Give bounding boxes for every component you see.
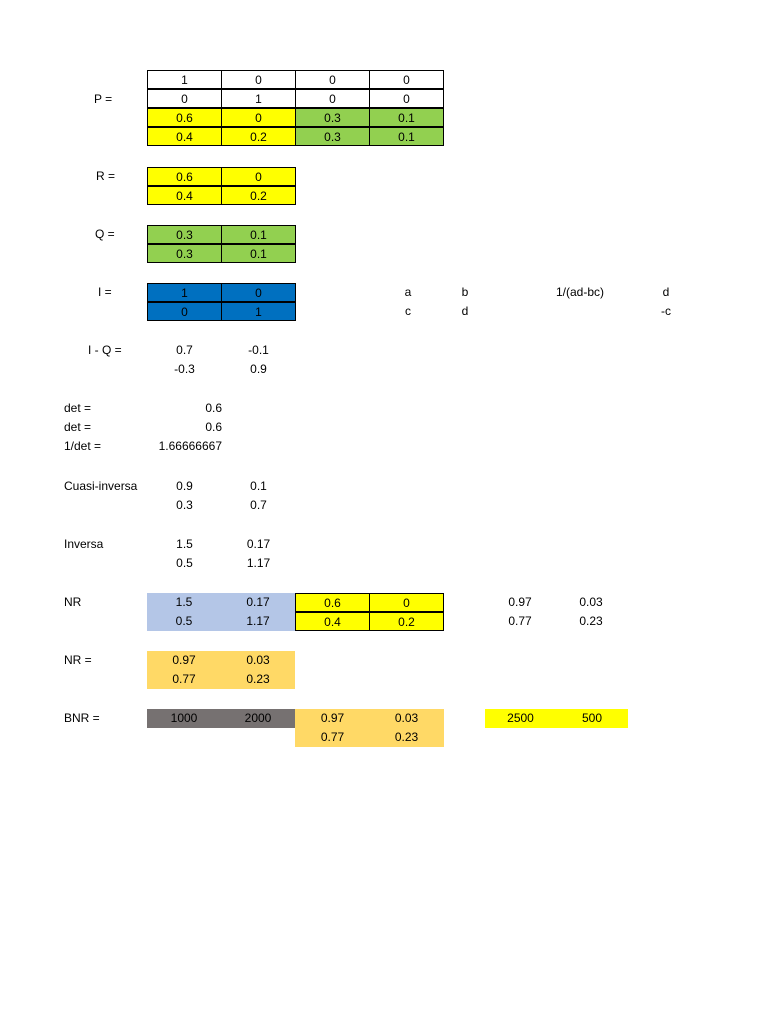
- p-cell[interactable]: 0.3: [295, 108, 370, 127]
- label-inv-det: 1/det =: [64, 439, 102, 453]
- i-cell[interactable]: 0: [221, 283, 296, 302]
- inversa-cell[interactable]: 0.17: [246, 537, 271, 551]
- r-cell[interactable]: 0.6: [147, 167, 222, 186]
- inversa-cell[interactable]: 1.5: [176, 537, 193, 551]
- formula-c[interactable]: c: [405, 304, 411, 318]
- cuasi-cell[interactable]: 0.1: [250, 479, 267, 493]
- p-cell[interactable]: 0: [295, 70, 370, 89]
- nr-r-cell[interactable]: 0.6: [295, 593, 370, 612]
- p-cell[interactable]: 0.1: [369, 127, 444, 146]
- label-det: det =: [64, 401, 92, 415]
- b-cell[interactable]: 1000: [147, 709, 221, 728]
- nr-n-cell[interactable]: 0.5: [147, 612, 221, 631]
- bnr-nr-cell[interactable]: 0.97: [295, 709, 370, 728]
- bnr-result-cell[interactable]: 500: [556, 709, 628, 728]
- bnr-nr-cell[interactable]: 0.23: [369, 728, 444, 747]
- inversa-cell[interactable]: 0.5: [176, 556, 193, 570]
- inversa-cell[interactable]: 1.17: [246, 556, 271, 570]
- cuasi-cell[interactable]: 0.3: [176, 498, 193, 512]
- p-cell[interactable]: 1: [221, 89, 296, 108]
- nr-cell[interactable]: 0.23: [221, 670, 295, 689]
- bnr-result-cell[interactable]: 2500: [485, 709, 556, 728]
- p-cell[interactable]: 0.2: [221, 127, 296, 146]
- formula-a[interactable]: a: [404, 285, 412, 299]
- r-cell[interactable]: 0.4: [147, 186, 222, 205]
- nr-n-cell[interactable]: 1.17: [221, 612, 295, 631]
- label-det-2: det =: [64, 420, 92, 434]
- nr-cell[interactable]: 0.77: [147, 670, 221, 689]
- nr-n-cell[interactable]: 0.17: [221, 593, 295, 612]
- formula-d[interactable]: d: [461, 304, 469, 318]
- nr-result-cell[interactable]: 0.23: [579, 614, 603, 628]
- nr-n-cell[interactable]: 1.5: [147, 593, 221, 612]
- nr-cell[interactable]: 0.97: [147, 651, 221, 670]
- inv-det-value[interactable]: 1.66666667: [158, 439, 222, 453]
- p-cell[interactable]: 1: [147, 70, 222, 89]
- bnr-nr-cell[interactable]: 0.03: [369, 709, 444, 728]
- iq-cell[interactable]: -0.3: [174, 362, 195, 376]
- label-i-minus-q: I - Q =: [88, 343, 122, 357]
- q-cell[interactable]: 0.1: [221, 225, 296, 244]
- nr-r-cell[interactable]: 0: [369, 593, 444, 612]
- formula-neg-c[interactable]: -c: [661, 304, 671, 318]
- formula-b[interactable]: b: [461, 285, 469, 299]
- i-cell[interactable]: 1: [147, 283, 222, 302]
- label-bnr: BNR =: [64, 711, 100, 725]
- cuasi-cell[interactable]: 0.7: [250, 498, 267, 512]
- bnr-nr-cell[interactable]: 0.77: [295, 728, 370, 747]
- cuasi-cell[interactable]: 0.9: [176, 479, 193, 493]
- p-cell[interactable]: 0.4: [147, 127, 222, 146]
- nr-result-cell[interactable]: 0.03: [579, 595, 603, 609]
- p-cell[interactable]: 0: [221, 70, 296, 89]
- iq-cell[interactable]: 0.7: [176, 343, 193, 357]
- p-cell[interactable]: 0: [369, 70, 444, 89]
- label-p: P =: [94, 92, 113, 106]
- label-r: R =: [96, 169, 116, 183]
- p-cell[interactable]: 0: [147, 89, 222, 108]
- p-cell[interactable]: 0.3: [295, 127, 370, 146]
- r-cell[interactable]: 0: [221, 167, 296, 186]
- nr-result-cell[interactable]: 0.77: [508, 614, 532, 628]
- label-nr: NR: [64, 595, 82, 609]
- label-nr-eq: NR =: [64, 653, 92, 667]
- formula-d2[interactable]: d: [662, 285, 670, 299]
- iq-cell[interactable]: 0.9: [250, 362, 267, 376]
- iq-cell[interactable]: -0.1: [248, 343, 269, 357]
- p-cell[interactable]: 0: [295, 89, 370, 108]
- formula-inv[interactable]: 1/(ad-bc): [555, 285, 605, 299]
- nr-r-cell[interactable]: 0.4: [295, 612, 370, 631]
- p-cell[interactable]: 0.1: [369, 108, 444, 127]
- i-cell[interactable]: 1: [221, 302, 296, 321]
- i-cell[interactable]: 0: [147, 302, 222, 321]
- q-cell[interactable]: 0.3: [147, 244, 222, 263]
- p-cell[interactable]: 0.6: [147, 108, 222, 127]
- p-cell[interactable]: 0: [369, 89, 444, 108]
- p-cell[interactable]: 0: [221, 108, 296, 127]
- label-q: Q =: [95, 227, 115, 241]
- q-cell[interactable]: 0.3: [147, 225, 222, 244]
- det-value[interactable]: 0.6: [205, 401, 222, 415]
- label-inversa: Inversa: [64, 537, 104, 551]
- r-cell[interactable]: 0.2: [221, 186, 296, 205]
- nr-r-cell[interactable]: 0.2: [369, 612, 444, 631]
- det-value-2[interactable]: 0.6: [205, 420, 222, 434]
- label-cuasi-inversa: Cuasi-inversa: [64, 479, 138, 493]
- b-cell[interactable]: 2000: [221, 709, 295, 728]
- q-cell[interactable]: 0.1: [221, 244, 296, 263]
- nr-result-cell[interactable]: 0.97: [508, 595, 532, 609]
- nr-cell[interactable]: 0.03: [221, 651, 295, 670]
- label-i: I =: [98, 285, 112, 299]
